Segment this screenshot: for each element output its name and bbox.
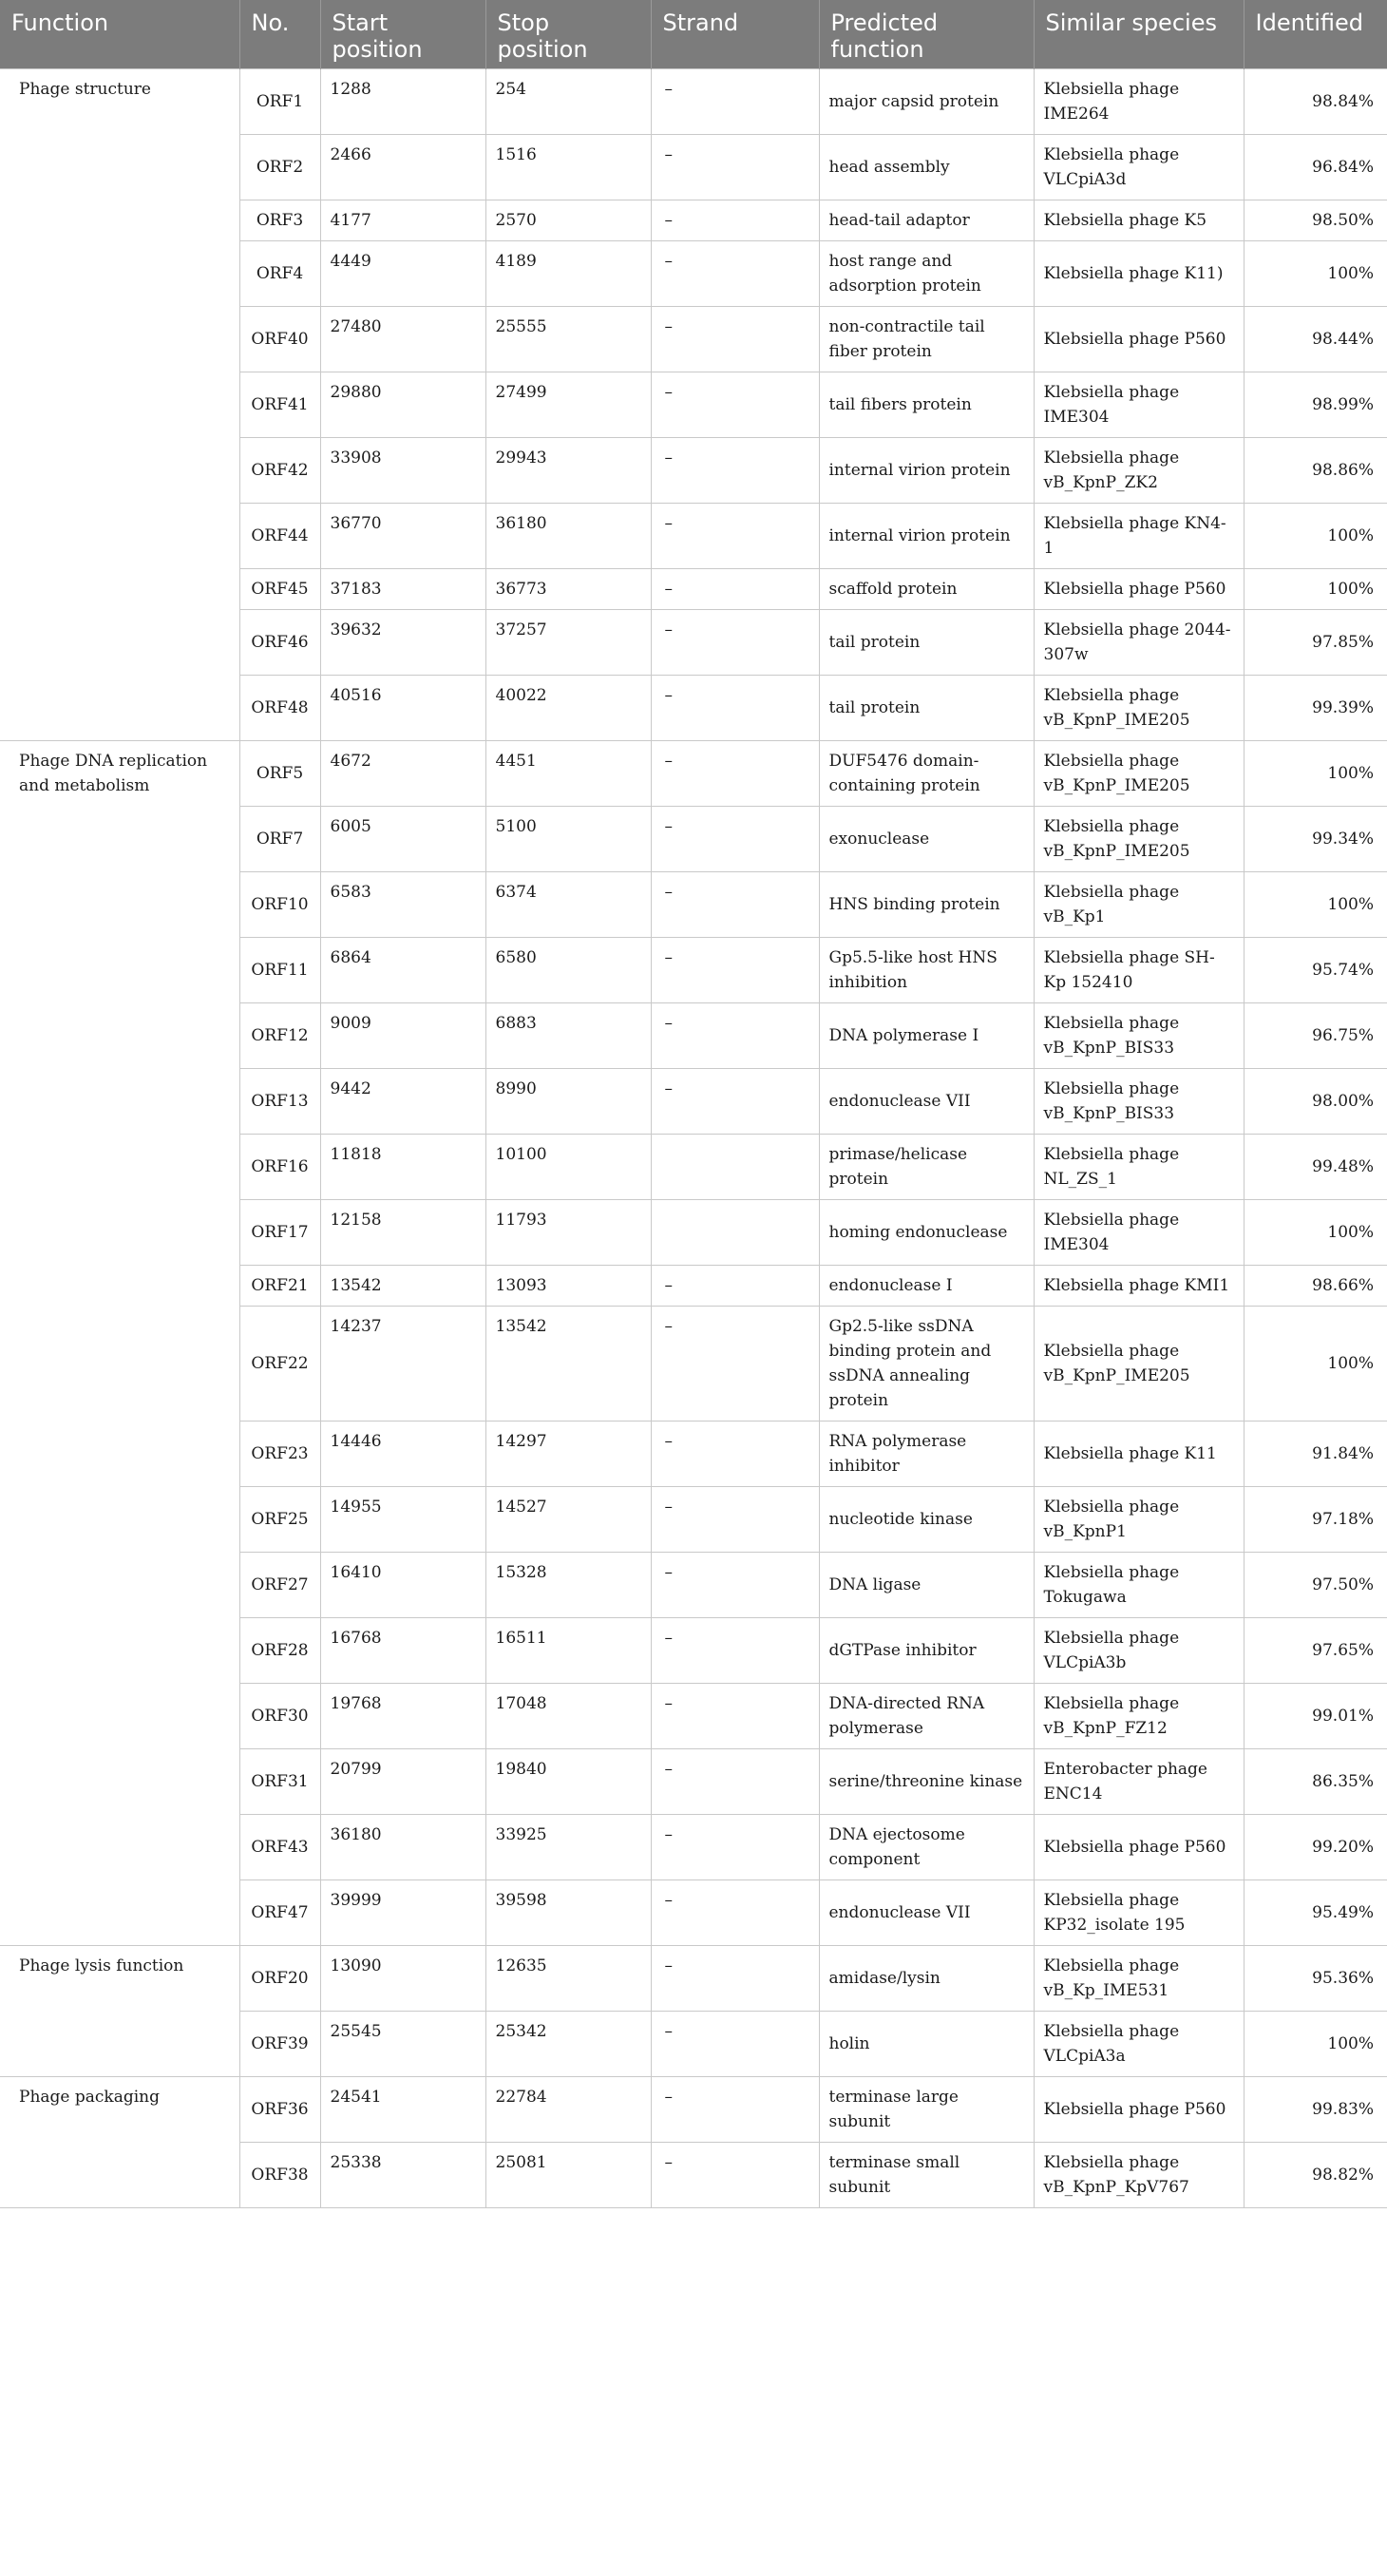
stop-position: 15328 <box>485 1553 651 1618</box>
orf-number: ORF27 <box>239 1553 320 1618</box>
similar-species: Klebsiella phage KP32_isolate 195 <box>1034 1880 1244 1946</box>
predicted-function: DNA ejectosome component <box>819 1815 1034 1880</box>
start-position: 24541 <box>320 2077 485 2143</box>
stop-position: 5100 <box>485 807 651 872</box>
predicted-function: internal virion protein <box>819 438 1034 504</box>
strand: – <box>651 2012 819 2077</box>
identity-percent: 100% <box>1244 741 1387 807</box>
predicted-function: terminase small subunit <box>819 2143 1034 2208</box>
similar-species: Klebsiella phage K11 <box>1034 1422 1244 1487</box>
identity-percent: 98.00% <box>1244 1069 1387 1135</box>
stop-position: 33925 <box>485 1815 651 1880</box>
header-function: Function <box>0 0 239 69</box>
orf-number: ORF2 <box>239 135 320 200</box>
table-row <box>0 1946 1387 2012</box>
orf-number: ORF45 <box>239 569 320 610</box>
start-position: 16410 <box>320 1553 485 1618</box>
start-position: 33908 <box>320 438 485 504</box>
start-position: 19768 <box>320 1684 485 1749</box>
start-position: 36180 <box>320 1815 485 1880</box>
orf-number: ORF10 <box>239 872 320 938</box>
table-row <box>0 69 1387 135</box>
similar-species: Klebsiella phage K11) <box>1034 241 1244 307</box>
orf-number: ORF30 <box>239 1684 320 1749</box>
identity-percent: 99.48% <box>1244 1135 1387 1200</box>
stop-position: 4451 <box>485 741 651 807</box>
orf-number: ORF28 <box>239 1618 320 1684</box>
start-position: 14446 <box>320 1422 485 1487</box>
predicted-function: endonuclease I <box>819 1266 1034 1307</box>
table-header <box>0 0 1387 69</box>
similar-species: Klebsiella phage KMI1 <box>1034 1266 1244 1307</box>
similar-species: Klebsiella phage vB_KpnP_FZ12 <box>1034 1684 1244 1749</box>
stop-position: 25342 <box>485 2012 651 2077</box>
strand: – <box>651 1749 819 1815</box>
predicted-function: host range and adsorption protein <box>819 241 1034 307</box>
orf-number: ORF41 <box>239 372 320 438</box>
stop-position: 2570 <box>485 200 651 241</box>
predicted-function: head assembly <box>819 135 1034 200</box>
start-position: 9442 <box>320 1069 485 1135</box>
predicted-function: DUF5476 domain-containing protein <box>819 741 1034 807</box>
strand: – <box>651 1307 819 1422</box>
similar-species: Klebsiella phage vB_KpnP_IME205 <box>1034 676 1244 741</box>
orf-number: ORF48 <box>239 676 320 741</box>
start-position: 4177 <box>320 200 485 241</box>
stop-position: 22784 <box>485 2077 651 2143</box>
identity-percent: 100% <box>1244 1200 1387 1266</box>
strand <box>651 1200 819 1266</box>
header-predicted-function: Predicted function <box>819 0 1034 69</box>
predicted-function: Gp2.5-like ssDNA binding protein and ssDNA annealing protein <box>819 1307 1034 1422</box>
strand: – <box>651 1069 819 1135</box>
orf-number: ORF3 <box>239 200 320 241</box>
stop-position: 12635 <box>485 1946 651 2012</box>
stop-position: 14527 <box>485 1487 651 1553</box>
orf-number: ORF1 <box>239 69 320 135</box>
table-row <box>0 2077 1387 2143</box>
identity-percent: 96.84% <box>1244 135 1387 200</box>
function-group-label: Phage lysis function <box>0 1946 239 2077</box>
identity-percent: 96.75% <box>1244 1003 1387 1069</box>
predicted-function: non-contractile tail fiber protein <box>819 307 1034 372</box>
function-group-label: Phage structure <box>0 69 239 741</box>
start-position: 6005 <box>320 807 485 872</box>
identity-percent: 97.18% <box>1244 1487 1387 1553</box>
identity-percent: 95.36% <box>1244 1946 1387 2012</box>
predicted-function: DNA ligase <box>819 1553 1034 1618</box>
similar-species: Klebsiella phage P560 <box>1034 569 1244 610</box>
similar-species: Klebsiella phage vB_KpnP_BIS33 <box>1034 1069 1244 1135</box>
orf-number: ORF40 <box>239 307 320 372</box>
start-position: 4449 <box>320 241 485 307</box>
strand: – <box>651 741 819 807</box>
orf-number: ORF20 <box>239 1946 320 2012</box>
start-position: 20799 <box>320 1749 485 1815</box>
orf-number: ORF44 <box>239 504 320 569</box>
stop-position: 254 <box>485 69 651 135</box>
strand: – <box>651 241 819 307</box>
predicted-function: HNS binding protein <box>819 872 1034 938</box>
table-row <box>0 741 1387 807</box>
start-position: 16768 <box>320 1618 485 1684</box>
strand: – <box>651 438 819 504</box>
stop-position: 17048 <box>485 1684 651 1749</box>
predicted-function: RNA polymerase inhibitor <box>819 1422 1034 1487</box>
stop-position: 36180 <box>485 504 651 569</box>
stop-position: 8990 <box>485 1069 651 1135</box>
similar-species: Klebsiella phage IME304 <box>1034 1200 1244 1266</box>
orf-number: ORF5 <box>239 741 320 807</box>
strand: – <box>651 807 819 872</box>
identity-percent: 100% <box>1244 569 1387 610</box>
header-similar-species: Similar species <box>1034 0 1244 69</box>
orf-number: ORF38 <box>239 2143 320 2208</box>
strand: – <box>651 2143 819 2208</box>
function-group-label: Phage DNA replication and metabolism <box>0 741 239 1946</box>
stop-position: 13542 <box>485 1307 651 1422</box>
orf-number: ORF31 <box>239 1749 320 1815</box>
identity-percent: 98.82% <box>1244 2143 1387 2208</box>
similar-species: Klebsiella phage K5 <box>1034 200 1244 241</box>
start-position: 25338 <box>320 2143 485 2208</box>
stop-position: 29943 <box>485 438 651 504</box>
predicted-function: Gp5.5-like host HNS inhibition <box>819 938 1034 1003</box>
start-position: 13542 <box>320 1266 485 1307</box>
strand: – <box>651 872 819 938</box>
strand: – <box>651 610 819 676</box>
header-start-position: Start position <box>320 0 485 69</box>
similar-species: Klebsiella phage 2044-307w <box>1034 610 1244 676</box>
start-position: 39999 <box>320 1880 485 1946</box>
start-position: 39632 <box>320 610 485 676</box>
strand: – <box>651 1487 819 1553</box>
stop-position: 19840 <box>485 1749 651 1815</box>
predicted-function: endonuclease VII <box>819 1880 1034 1946</box>
similar-species: Klebsiella phage P560 <box>1034 307 1244 372</box>
strand: – <box>651 676 819 741</box>
strand: – <box>651 938 819 1003</box>
identity-percent: 99.34% <box>1244 807 1387 872</box>
start-position: 2466 <box>320 135 485 200</box>
stop-position: 11793 <box>485 1200 651 1266</box>
similar-species: Klebsiella phage SH-Kp 152410 <box>1034 938 1244 1003</box>
predicted-function: serine/threonine kinase <box>819 1749 1034 1815</box>
strand: – <box>651 372 819 438</box>
start-position: 14237 <box>320 1307 485 1422</box>
predicted-function: primase/helicase protein <box>819 1135 1034 1200</box>
similar-species: Klebsiella phage vB_KpnP_IME205 <box>1034 1307 1244 1422</box>
identity-percent: 86.35% <box>1244 1749 1387 1815</box>
identity-percent: 99.83% <box>1244 2077 1387 2143</box>
identity-percent: 99.01% <box>1244 1684 1387 1749</box>
similar-species: Klebsiella phage vB_KpnP1 <box>1034 1487 1244 1553</box>
similar-species: Klebsiella phage vB_KpnP_ZK2 <box>1034 438 1244 504</box>
strand: – <box>651 200 819 241</box>
identity-percent: 100% <box>1244 241 1387 307</box>
identity-percent: 100% <box>1244 2012 1387 2077</box>
predicted-function: scaffold protein <box>819 569 1034 610</box>
predicted-function: DNA-directed RNA polymerase <box>819 1684 1034 1749</box>
table-body <box>0 69 1387 2208</box>
orf-number: ORF22 <box>239 1307 320 1422</box>
orf-number: ORF25 <box>239 1487 320 1553</box>
identity-percent: 98.44% <box>1244 307 1387 372</box>
stop-position: 25081 <box>485 2143 651 2208</box>
predicted-function: DNA polymerase I <box>819 1003 1034 1069</box>
predicted-function: tail fibers protein <box>819 372 1034 438</box>
orf-number: ORF47 <box>239 1880 320 1946</box>
similar-species: Klebsiella phage vB_Kp1 <box>1034 872 1244 938</box>
strand: – <box>651 1422 819 1487</box>
strand: – <box>651 69 819 135</box>
orf-number: ORF43 <box>239 1815 320 1880</box>
similar-species: Klebsiella phage vB_KpnP_IME205 <box>1034 741 1244 807</box>
orf-number: ORF21 <box>239 1266 320 1307</box>
strand: – <box>651 1946 819 2012</box>
start-position: 4672 <box>320 741 485 807</box>
stop-position: 10100 <box>485 1135 651 1200</box>
strand: – <box>651 1815 819 1880</box>
similar-species: Klebsiella phage IME264 <box>1034 69 1244 135</box>
orf-number: ORF13 <box>239 1069 320 1135</box>
strand: – <box>651 1266 819 1307</box>
strand: – <box>651 307 819 372</box>
strand: – <box>651 135 819 200</box>
strand: – <box>651 1003 819 1069</box>
start-position: 40516 <box>320 676 485 741</box>
predicted-function: internal virion protein <box>819 504 1034 569</box>
identity-percent: 97.85% <box>1244 610 1387 676</box>
similar-species: Klebsiella phage IME304 <box>1034 372 1244 438</box>
orf-number: ORF16 <box>239 1135 320 1200</box>
stop-position: 37257 <box>485 610 651 676</box>
stop-position: 13093 <box>485 1266 651 1307</box>
orf-number: ORF17 <box>239 1200 320 1266</box>
stop-position: 1516 <box>485 135 651 200</box>
orf-number: ORF11 <box>239 938 320 1003</box>
start-position: 11818 <box>320 1135 485 1200</box>
header-no: No. <box>239 0 320 69</box>
predicted-function: endonuclease VII <box>819 1069 1034 1135</box>
identity-percent: 98.86% <box>1244 438 1387 504</box>
start-position: 29880 <box>320 372 485 438</box>
stop-position: 40022 <box>485 676 651 741</box>
header-strand: Strand <box>651 0 819 69</box>
similar-species: Klebsiella phage NL_ZS_1 <box>1034 1135 1244 1200</box>
stop-position: 6374 <box>485 872 651 938</box>
identity-percent: 97.50% <box>1244 1553 1387 1618</box>
predicted-function: head-tail adaptor <box>819 200 1034 241</box>
predicted-function: terminase large subunit <box>819 2077 1034 2143</box>
predicted-function: amidase/lysin <box>819 1946 1034 2012</box>
identity-percent: 100% <box>1244 504 1387 569</box>
predicted-function: tail protein <box>819 676 1034 741</box>
predicted-function: dGTPase inhibitor <box>819 1618 1034 1684</box>
similar-species: Klebsiella phage VLCpiA3a <box>1034 2012 1244 2077</box>
similar-species: Klebsiella phage Tokugawa <box>1034 1553 1244 1618</box>
similar-species: Klebsiella phage vB_Kp_IME531 <box>1034 1946 1244 2012</box>
orf-number: ORF36 <box>239 2077 320 2143</box>
header-identified: Identified <box>1244 0 1387 69</box>
stop-position: 4189 <box>485 241 651 307</box>
strand: – <box>651 1684 819 1749</box>
start-position: 6864 <box>320 938 485 1003</box>
header-row <box>0 0 1387 69</box>
strand: – <box>651 1618 819 1684</box>
strand: – <box>651 1880 819 1946</box>
predicted-function: nucleotide kinase <box>819 1487 1034 1553</box>
strand <box>651 1135 819 1200</box>
identity-percent: 100% <box>1244 872 1387 938</box>
predicted-function: major capsid protein <box>819 69 1034 135</box>
orf-number: ORF39 <box>239 2012 320 2077</box>
orf-number: ORF4 <box>239 241 320 307</box>
stop-position: 25555 <box>485 307 651 372</box>
identity-percent: 95.49% <box>1244 1880 1387 1946</box>
identity-percent: 98.84% <box>1244 69 1387 135</box>
identity-percent: 98.99% <box>1244 372 1387 438</box>
orf-number: ORF7 <box>239 807 320 872</box>
start-position: 6583 <box>320 872 485 938</box>
orf-number: ORF42 <box>239 438 320 504</box>
start-position: 14955 <box>320 1487 485 1553</box>
predicted-function: holin <box>819 2012 1034 2077</box>
start-position: 13090 <box>320 1946 485 2012</box>
identity-percent: 99.39% <box>1244 676 1387 741</box>
stop-position: 36773 <box>485 569 651 610</box>
orf-number: ORF23 <box>239 1422 320 1487</box>
strand: – <box>651 1553 819 1618</box>
stop-position: 6883 <box>485 1003 651 1069</box>
identity-percent: 97.65% <box>1244 1618 1387 1684</box>
strand: – <box>651 2077 819 2143</box>
start-position: 1288 <box>320 69 485 135</box>
identity-percent: 91.84% <box>1244 1422 1387 1487</box>
start-position: 37183 <box>320 569 485 610</box>
stop-position: 16511 <box>485 1618 651 1684</box>
identity-percent: 98.50% <box>1244 200 1387 241</box>
strand: – <box>651 504 819 569</box>
orf-number: ORF46 <box>239 610 320 676</box>
identity-percent: 100% <box>1244 1307 1387 1422</box>
start-position: 9009 <box>320 1003 485 1069</box>
start-position: 25545 <box>320 2012 485 2077</box>
orf-number: ORF12 <box>239 1003 320 1069</box>
similar-species: Klebsiella phage VLCpiA3d <box>1034 135 1244 200</box>
stop-position: 14297 <box>485 1422 651 1487</box>
predicted-function: homing endonuclease <box>819 1200 1034 1266</box>
stop-position: 39598 <box>485 1880 651 1946</box>
similar-species: Klebsiella phage VLCpiA3b <box>1034 1618 1244 1684</box>
function-group-label: Phage packaging <box>0 2077 239 2208</box>
start-position: 36770 <box>320 504 485 569</box>
identity-percent: 95.74% <box>1244 938 1387 1003</box>
identity-percent: 99.20% <box>1244 1815 1387 1880</box>
header-stop-position: Stop position <box>485 0 651 69</box>
similar-species: Klebsiella phage vB_KpnP_IME205 <box>1034 807 1244 872</box>
similar-species: Klebsiella phage vB_KpnP_KpV767 <box>1034 2143 1244 2208</box>
identity-percent: 98.66% <box>1244 1266 1387 1307</box>
similar-species: Klebsiella phage P560 <box>1034 2077 1244 2143</box>
stop-position: 6580 <box>485 938 651 1003</box>
similar-species: Klebsiella phage vB_KpnP_BIS33 <box>1034 1003 1244 1069</box>
similar-species: Klebsiella phage P560 <box>1034 1815 1244 1880</box>
predicted-function: exonuclease <box>819 807 1034 872</box>
start-position: 12158 <box>320 1200 485 1266</box>
similar-species: Klebsiella phage KN4-1 <box>1034 504 1244 569</box>
predicted-function: tail protein <box>819 610 1034 676</box>
start-position: 27480 <box>320 307 485 372</box>
stop-position: 27499 <box>485 372 651 438</box>
strand: – <box>651 569 819 610</box>
similar-species: Enterobacter phage ENC14 <box>1034 1749 1244 1815</box>
